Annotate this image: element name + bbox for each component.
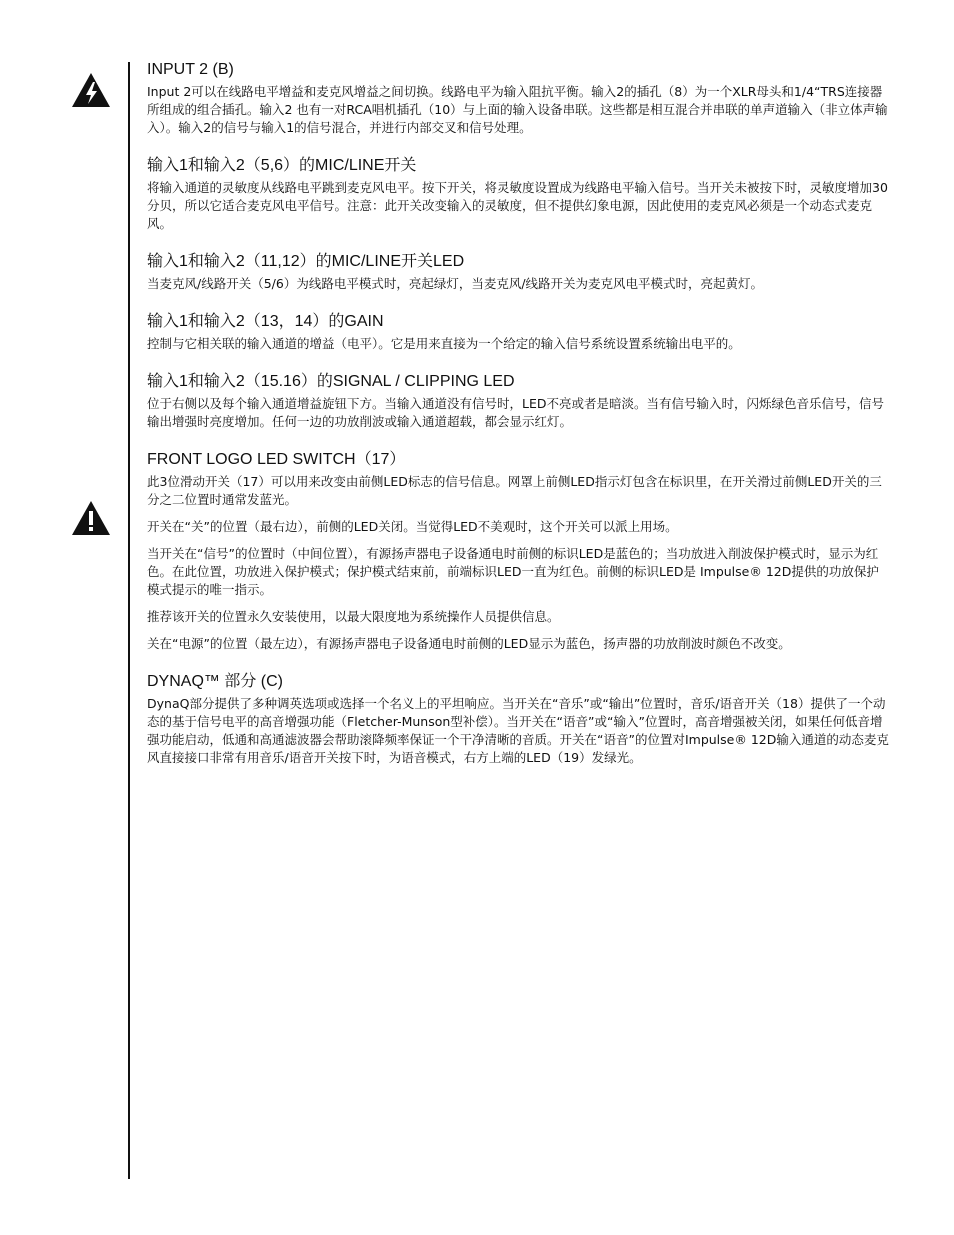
section-heading: 输入1和输入2（15.16）的SIGNAL / CLIPPING LED — [147, 373, 515, 390]
section-input-2 — [147, 60, 889, 137]
content-column — [147, 60, 889, 786]
section-signal-clipping-led — [147, 372, 889, 431]
section-paragraph: DynaQ部分提供了多种调英选项或选择一个名义上的平坦响应。当开关在“音乐”或“输出”位置时，音乐/语音开关（18）提供了一个动态的基于信号电平的高音增强功能（Fletcher-Munson型补偿）。当开关在“语音”或“输入”位置时，高音增强被关闭，如果任何低音增强功能启动，低通和高通滤波器会帮助滚降频率保证一个干净清晰的音质。开关在“语音”的位置对Impulse® 12D输入通道的动态麦克风直接接口非常有用音乐/语音开关按下时，为语音模式，右方上端的LED（19）发绿光。 — [147, 696, 889, 765]
section-heading: FRONT LOGO LED SWITCH（17） — [147, 451, 406, 468]
caution-exclamation-icon — [71, 500, 111, 536]
section-paragraph: 位于右侧以及每个输入通道增益旋钮下方。当输入通道没有信号时，LED不亮或者是暗淡。当有信号输入时，闪烁绿色音乐信号，信号输出增强时亮度增加。任何一边的功放削波或输入通道超载，都会显示红灯。 — [147, 396, 884, 429]
electric-shock-warning-icon — [71, 72, 111, 108]
section-paragraph: 关在“电源”的位置（最左边），有源扬声器电子设备通电时前侧的LED显示为蓝色，扬声器的功放削波时颜色不改变。 — [147, 636, 791, 651]
section-paragraph: 控制与它相关联的输入通道的增益（电平）。它是用来直接为一个给定的输入信号系统设置系统输出电平的。 — [147, 336, 741, 351]
section-heading: 输入1和输入2（13，14）的GAIN — [147, 313, 384, 330]
section-paragraph: 当麦克风/线路开关（5/6）为线路电平模式时，亮起绿灯，当麦克风/线路开关为麦克风电平模式时，亮起黄灯。 — [147, 276, 764, 291]
section-dynaq — [147, 672, 889, 767]
section-paragraph: Input 2可以在线路电平增益和麦克风增益之间切换。线路电平为输入阻抗平衡。输入2的插孔（8）为一个XLR母头和1/4“TRS连接器所组成的组合插孔。输入2 也有一对RCA唱机插孔（10）与上面的输入设备串联。这些都是相互混合并串联的单声道输入（非立体声输入）。输入2的信号与输入1的信号混合，并进行内部交叉和信号处理。 — [147, 84, 888, 135]
section-paragraph: 推荐该开关的位置永久安装使用，以最大限度地为系统操作人员提供信息。 — [147, 609, 560, 624]
section-gain — [147, 312, 889, 353]
section-paragraph: 将输入通道的灵敏度从线路电平跳到麦克风电平。按下开关，将灵敏度设置成为线路电平输入信号。当开关未被按下时，灵敏度增加30分贝，所以它适合麦克风电平信号。注意：此开关改变输入的灵敏度，但不提供幻象电源，因此使用的麦克风必须是一个动态式麦克风。 — [147, 180, 888, 231]
section-paragraph: 此3位滑动开关（17）可以用来改变由前侧LED标志的信号信息。网罩上前侧LED指示灯包含在标识里，在开关滑过前侧LED开关的三分之二位置时通常发蓝光。 — [147, 474, 882, 507]
section-heading: DYNAQ™ 部分 (C) — [147, 673, 284, 690]
section-paragraph: 当开关在“信号”的位置时（中间位置），有源扬声器电子设备通电时前侧的标识LED是蓝色的；当功放进入削波保护模式时，显示为红色。在此位置，功放进入保护模式；保护模式结束前，前端标识LED一直为红色。前侧的标识LED是 Impulse® 12D提供的功放保护模式提示的唯一指示。 — [147, 546, 879, 597]
section-mic-line-switch — [147, 156, 889, 233]
section-heading: INPUT 2 (B) — [147, 61, 234, 78]
section-front-logo-led-switch — [147, 450, 889, 653]
section-paragraph: 开关在“关”的位置（最右边），前侧的LED关闭。当觉得LED不美观时，这个开关可以派上用场。 — [147, 519, 678, 534]
section-heading: 输入1和输入2（11,12）的MIC/LINE开关LED — [147, 253, 465, 270]
section-heading: 输入1和输入2（5,6）的MIC/LINE开关 — [147, 157, 417, 174]
section-mic-line-led — [147, 252, 889, 293]
margin-rule — [128, 62, 130, 1179]
